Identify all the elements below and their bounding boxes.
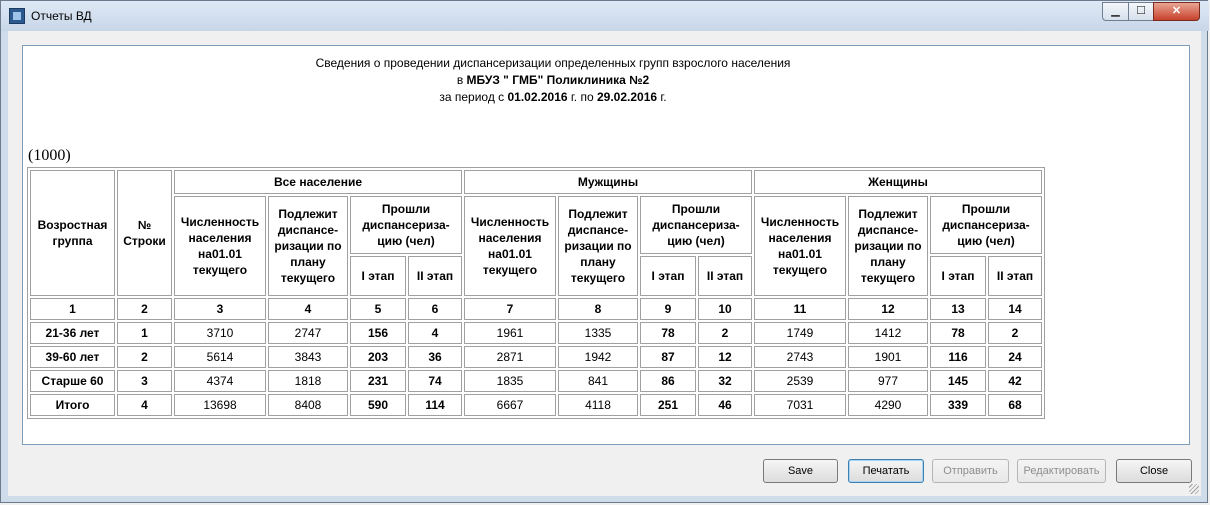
cell: 1335 — [558, 322, 638, 344]
header-passed: Прошли диспансериза-цию (чел) — [350, 196, 462, 254]
header-plan: Подлежит диспансе-ризации по плану текущего — [268, 196, 348, 296]
cell: 74 — [408, 370, 462, 392]
cell: 339 — [930, 394, 986, 416]
table-row — [30, 346, 1042, 368]
cell: 78 — [640, 322, 696, 344]
header-passed: Прошли диспансериза-цию (чел) — [640, 196, 752, 254]
table-code: (1000) — [28, 147, 71, 164]
date-from: 01.02.2016 — [507, 90, 568, 104]
report-table — [27, 167, 1045, 419]
cell: 32 — [698, 370, 752, 392]
table-row — [30, 370, 1042, 392]
header-all-population: Все население — [174, 170, 462, 194]
table-row — [30, 322, 1042, 344]
row-number: 4 — [117, 394, 172, 416]
table-row — [30, 394, 1042, 416]
cell: 7031 — [754, 394, 846, 416]
column-number: 13 — [930, 298, 986, 320]
cell: 1818 — [268, 370, 348, 392]
column-number: 6 — [408, 298, 462, 320]
cell: 590 — [350, 394, 406, 416]
organization-name: МБУЗ " ГМБ" Поликлиника №2 — [466, 73, 650, 87]
window-title: Отчеты ВД — [31, 9, 92, 23]
report-title: Сведения о проведении диспансеризации определенных групп взрослого населения — [315, 56, 791, 70]
cell: 3710 — [174, 322, 266, 344]
cell: 4118 — [558, 394, 638, 416]
report-period: за период с 01.02.2016 г. по 29.02.2016 г. — [439, 90, 667, 104]
cell: 42 — [988, 370, 1042, 392]
header-stage-2: II этап — [698, 256, 752, 296]
header-plan: Подлежит диспансе-ризации по плану текущего — [558, 196, 638, 296]
cell: 12 — [698, 346, 752, 368]
maximize-button[interactable]: ☐ — [1128, 2, 1154, 21]
column-number: 5 — [350, 298, 406, 320]
cell: 203 — [350, 346, 406, 368]
cell: 114 — [408, 394, 462, 416]
cell: 4290 — [848, 394, 928, 416]
column-number: 2 — [117, 298, 172, 320]
client-area — [8, 31, 1201, 496]
cell: 68 — [988, 394, 1042, 416]
row-label: 21-36 лет — [30, 322, 115, 344]
header-women: Женщины — [754, 170, 1042, 194]
window-close-button[interactable]: ✕ — [1153, 2, 1200, 21]
cell: 977 — [848, 370, 928, 392]
app-icon — [9, 8, 25, 24]
cell: 36 — [408, 346, 462, 368]
row-label: 39-60 лет — [30, 346, 115, 368]
row-label: Старше 60 — [30, 370, 115, 392]
cell: 231 — [350, 370, 406, 392]
edit-button[interactable]: Редактировать — [1017, 459, 1106, 483]
cell: 4374 — [174, 370, 266, 392]
header-stage-1: I этап — [350, 256, 406, 296]
row-label: Итого — [30, 394, 115, 416]
column-number: 14 — [988, 298, 1042, 320]
minimize-button[interactable]: ▁ — [1102, 2, 1129, 21]
cell: 2539 — [754, 370, 846, 392]
cell: 2 — [698, 322, 752, 344]
cell: 1961 — [464, 322, 556, 344]
header-plan: Подлежит диспансе-ризации по плану текущего — [848, 196, 928, 296]
header-population: Численность населения на01.01 текущего — [754, 196, 846, 296]
row-number: 3 — [117, 370, 172, 392]
save-button[interactable]: Save — [763, 459, 838, 483]
cell: 6667 — [464, 394, 556, 416]
header-stage-1: I этап — [930, 256, 986, 296]
cell: 1749 — [754, 322, 846, 344]
header-stage-1: I этап — [640, 256, 696, 296]
cell: 24 — [988, 346, 1042, 368]
cell: 2 — [988, 322, 1042, 344]
column-number: 4 — [268, 298, 348, 320]
print-button[interactable]: Печатать — [848, 459, 924, 483]
cell: 1835 — [464, 370, 556, 392]
header-stage-2: II этап — [988, 256, 1042, 296]
report-view — [22, 45, 1190, 445]
header-men: Мужщины — [464, 170, 752, 194]
column-number: 11 — [754, 298, 846, 320]
column-number: 8 — [558, 298, 638, 320]
cell: 4 — [408, 322, 462, 344]
column-number: 9 — [640, 298, 696, 320]
cell: 3843 — [268, 346, 348, 368]
header-passed: Прошли диспансериза-цию (чел) — [930, 196, 1042, 254]
cell: 1412 — [848, 322, 928, 344]
cell: 8408 — [268, 394, 348, 416]
cell: 2743 — [754, 346, 846, 368]
cell: 87 — [640, 346, 696, 368]
column-number: 10 — [698, 298, 752, 320]
cell: 2747 — [268, 322, 348, 344]
send-button[interactable]: Отправить — [932, 459, 1009, 483]
cell: 2871 — [464, 346, 556, 368]
resize-grip-icon[interactable] — [1189, 484, 1199, 494]
date-to: 29.02.2016 — [596, 90, 658, 104]
report-organization: в МБУЗ " ГМБ" Поликлиника №2 — [456, 73, 650, 87]
column-number: 1 — [30, 298, 115, 320]
header-age-group: Возростная группа — [30, 170, 115, 296]
column-number-row — [30, 298, 1042, 320]
cell: 116 — [930, 346, 986, 368]
cell: 145 — [930, 370, 986, 392]
row-number: 2 — [117, 346, 172, 368]
close-button[interactable]: Close — [1116, 459, 1192, 483]
cell: 1942 — [558, 346, 638, 368]
cell: 156 — [350, 322, 406, 344]
cell: 13698 — [174, 394, 266, 416]
cell: 251 — [640, 394, 696, 416]
cell: 86 — [640, 370, 696, 392]
title-bar[interactable] — [1, 1, 1209, 31]
header-population: Численность населения на01.01 текущего — [464, 196, 556, 296]
row-number: 1 — [117, 322, 172, 344]
column-number: 3 — [174, 298, 266, 320]
column-number: 7 — [464, 298, 556, 320]
header-population: Численность населения на01.01 текущего — [174, 196, 266, 296]
cell: 1901 — [848, 346, 928, 368]
column-number: 12 — [848, 298, 928, 320]
cell: 46 — [698, 394, 752, 416]
cell: 78 — [930, 322, 986, 344]
cell: 5614 — [174, 346, 266, 368]
cell: 841 — [558, 370, 638, 392]
header-stage-2: II этап — [408, 256, 462, 296]
header-row-number: № Строки — [117, 170, 172, 296]
